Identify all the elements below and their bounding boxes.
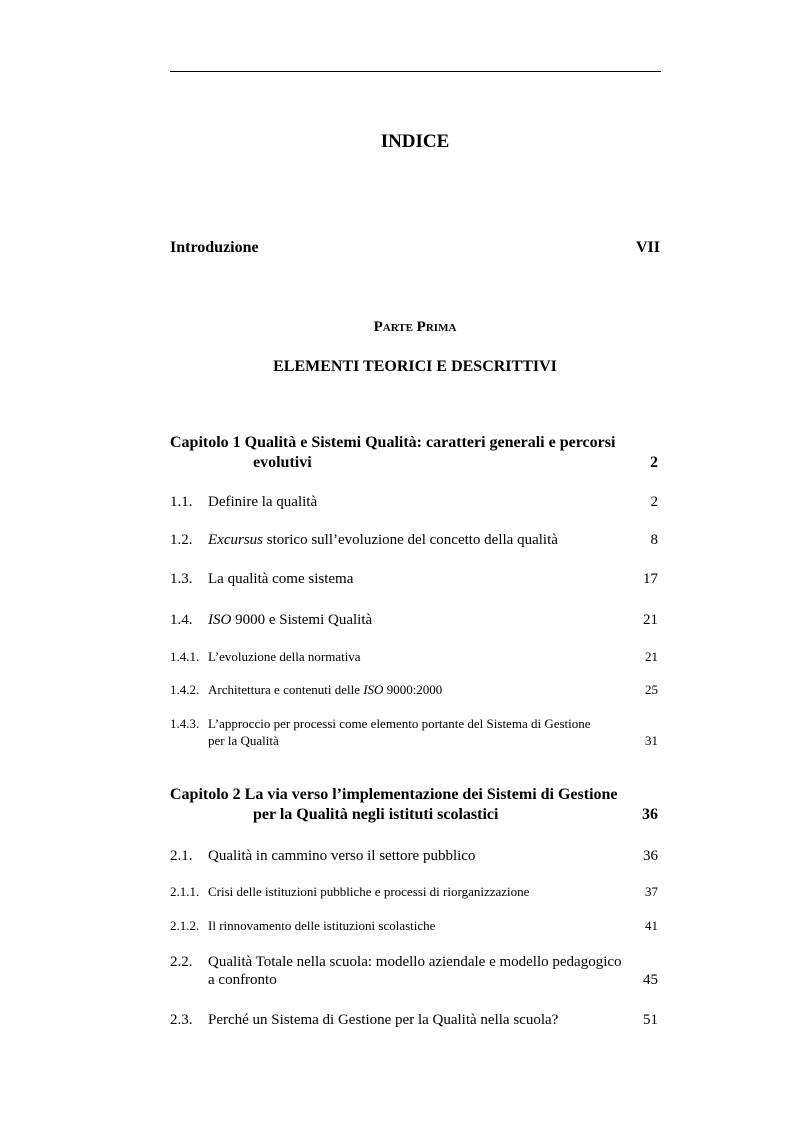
entry-number: 1.2. [170, 532, 193, 548]
toc-entry[interactable] [170, 532, 558, 549]
entry-text: L’approccio per processi come elemento portante del Sistema di Gestione [208, 716, 591, 731]
entry-number: 2.3. [170, 1012, 193, 1028]
entry-number: 2.1.2. [170, 918, 200, 933]
entry-page: 37 [645, 884, 658, 899]
entry-text-line2[interactable]: per la Qualità [208, 733, 279, 748]
entry-number: 1.4. [170, 612, 193, 628]
toc-entry[interactable] [170, 918, 435, 934]
entry-number: 2.2. [170, 954, 193, 970]
intro-label[interactable]: Introduzione [170, 239, 259, 256]
chapter2-page: 36 [642, 806, 658, 823]
entry-page: 2 [650, 494, 658, 510]
entry-page: 45 [643, 972, 658, 988]
entry-number: 1.4.1. [170, 649, 200, 664]
entry-text-italic: ISO [363, 682, 384, 697]
top-rule [170, 71, 661, 72]
entry-text: Perché un Sistema di Gestione per la Qualità nella scuola? [208, 1012, 559, 1028]
toc-entry[interactable] [170, 954, 622, 971]
entry-text: Definire la qualità [208, 494, 318, 510]
entry-page: 21 [645, 649, 658, 664]
toc-entry[interactable] [170, 1012, 558, 1029]
toc-entry[interactable] [170, 649, 361, 665]
chapter2-title-line2[interactable]: per la Qualità negli istituti scolastici [253, 806, 499, 823]
entry-number: 2.1. [170, 848, 193, 864]
entry-page: 31 [645, 733, 658, 748]
entry-text: 9000 e Sistemi Qualità [231, 612, 373, 628]
page-title: INDICE [380, 131, 450, 152]
toc-entry[interactable] [170, 494, 317, 511]
entry-text: Qualità Totale nella scuola: modello aziendale e modello pedagogico [208, 954, 622, 970]
chapter1-title-line2[interactable]: evolutivi [253, 454, 312, 471]
entry-page: 36 [643, 848, 658, 864]
chapter1-title-line1[interactable]: Capitolo 1 Qualità e Sistemi Qualità: caratteri generali e percorsi [170, 434, 616, 451]
entry-page: 51 [643, 1012, 658, 1028]
toc-entry[interactable] [170, 571, 353, 588]
part-title: ELEMENTI TEORICI E DESCRITTIVI [273, 358, 557, 375]
entry-text: 9000:2000 [383, 682, 443, 697]
entry-text: Il rinnovamento delle istituzioni scolastiche [208, 918, 436, 933]
entry-text: Qualità in cammino verso il settore pubblico [208, 848, 476, 864]
entry-text: L’evoluzione della normativa [208, 649, 361, 664]
chapter1-page: 2 [650, 454, 658, 471]
toc-entry[interactable] [170, 612, 372, 629]
entry-number: 1.1. [170, 494, 193, 510]
entry-number: 1.3. [170, 571, 193, 587]
entry-text-pre: Architettura e contenuti delle [208, 682, 364, 697]
entry-text: storico sull’evoluzione del concetto della qualità [263, 532, 558, 548]
entry-page: 21 [643, 612, 658, 628]
entry-page: 41 [645, 918, 658, 933]
entry-text: La qualità come sistema [208, 571, 354, 587]
toc-entry[interactable] [170, 682, 442, 698]
entry-page: 25 [645, 682, 658, 697]
toc-entry[interactable] [170, 884, 529, 900]
chapter2-title-line1[interactable]: Capitolo 2 La via verso l’implementazione dei Sistemi di Gestione [170, 786, 618, 803]
entry-text: Crisi delle istituzioni pubbliche e processi di riorganizzazione [208, 884, 530, 899]
entry-text-italic: Excursus [208, 532, 263, 548]
entry-text-italic: ISO [208, 612, 232, 628]
entry-number: 1.4.2. [170, 682, 200, 697]
entry-page: 17 [643, 571, 658, 587]
toc-entry[interactable] [170, 848, 475, 865]
entry-number: 1.4.3. [170, 716, 200, 731]
entry-page: 8 [650, 532, 658, 548]
entry-number: 2.1.1. [170, 884, 200, 899]
entry-text-line2[interactable]: a confronto [208, 972, 277, 988]
intro-page: VII [635, 239, 660, 256]
toc-entry[interactable] [170, 716, 591, 732]
part-label: Parte Prima [373, 319, 457, 335]
